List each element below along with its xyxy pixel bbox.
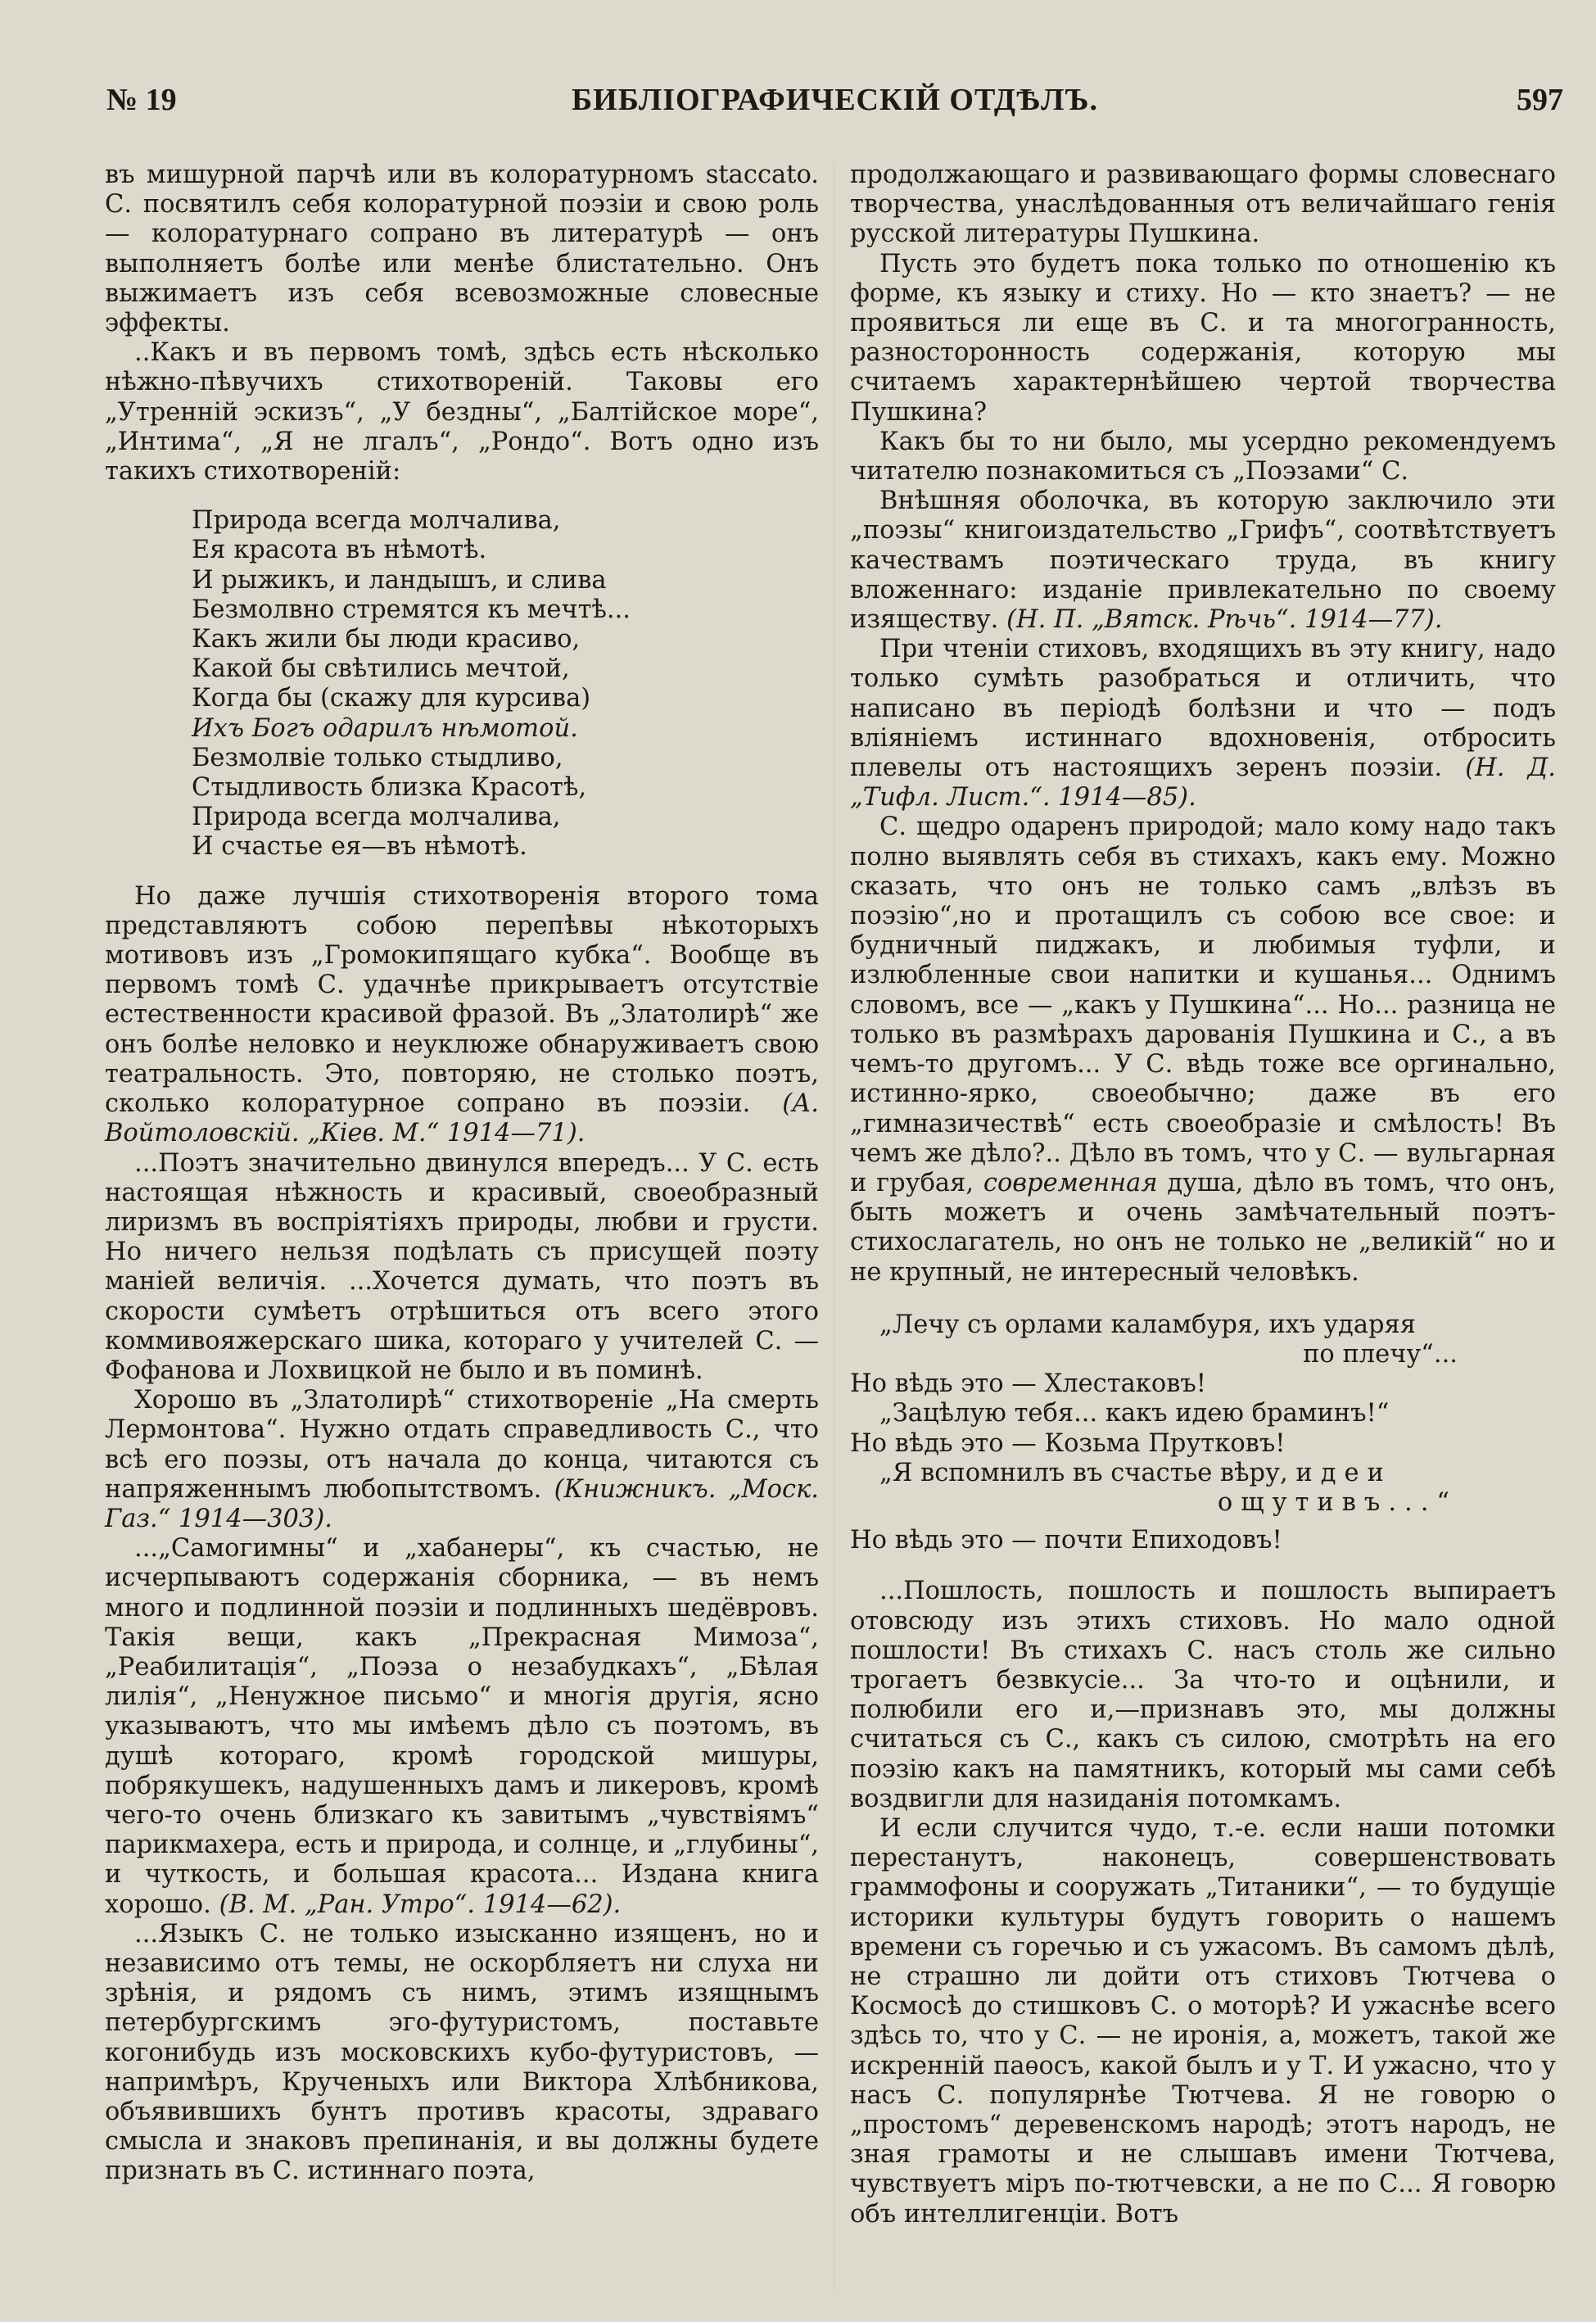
paragraph-text: душа, дѣло въ томъ, что онъ, быть можетъ и очень замѣчательный поэтъ-стихослагатель, но онъ не только не „великій“ но и не крупный, не интересный человѣкъ. [850,1168,1556,1287]
poem-line: Какой бы свѣтились мечтой, [192,654,570,684]
paragraph [850,635,1556,812]
paragraph-text: Но даже лучшія стихотворенія второго тома представляютъ собою перепѣвы нѣкоторыхъ мотивовъ изъ „Громокипящаго кубка“. Вообще въ первомъ томѣ С. удачнѣе прикрываетъ отсутствіе естественности красивой фразой. Въ „Златолирѣ“ же онъ болѣе неловко и неуклюже обнаруживаетъ свою театральность. Это, повторяю, не столько поэтъ, сколько колоратурное сопрано въ поэзіи. [105,881,819,1119]
quoted-verses [850,1310,1556,1556]
paragraph [105,1534,819,1920]
paragraph: ..Какъ и въ первомъ томѣ, здѣсь есть нѣсколько нѣжно-пѣвучихъ стихотвореній. Таковы его „Утренній эскизъ“, „У бездны“, „Балтійское море“, „Интима“, „Я не лгалъ“, „Рондо“. Вотъ одно изъ такихъ стихотвореній: [105,338,819,487]
poem-line: Но вѣдь это — Хлестаковъ! [850,1369,1207,1399]
poem-line [850,1459,1556,1488]
poem-line: „Зацѣлую тебя... какъ идею браминъ!“ [879,1399,1390,1428]
paragraph: Какъ бы то ни было, мы усердно рекомендуемъ читателю познакомиться съ „Поэзами“ С. [850,427,1556,487]
poem-line: Стыдливость близка Красотѣ, [192,773,587,803]
poem-line: И рыжикъ, и ландышъ, и слива [192,565,607,595]
paragraph: ...Поэтъ значительно двинулся впередъ... У С. есть настоящая нѣжность и красивый, своеобразный лиризмъ въ воспріятіяхъ природы, любви и грусти. Но ничего нельзя подѣлать съ присущей поэту маніей величія. ...Хочется думать, что поэтъ въ скорости сумѣетъ отрѣшиться отъ всего этого коммивояжерскаго шика, котораго у учителей С. — Фофанова и Лохвицкой не было и въ поминѣ. [105,1148,819,1385]
paragraph-text: С. щедро одаренъ природой; мало кому надо такъ полно выявлять себя въ стихахъ, какъ ему. Можно сказать, что онъ не только самъ „влѣзъ въ поэзію“,но и протащилъ съ собою все свое: и будничный пиджакъ, и любимыя туфли, и излюбленные свои напитки и кушанья... Однимъ словомъ, все — „какъ у Пушкина“... Но... разница не только въ размѣрахъ дарованія Пушкина и С., а въ чемъ-то другомъ... У С. вѣдь тоже все оргинально, истинно-ярко, своеобычно; даже въ его „гимназичествѣ“ есть своеобразіе и смѣлость! Въ чемъ же дѣло?.. Дѣло въ томъ, что у С. — вульгарная и грубая, [850,812,1556,1197]
paragraph [105,882,819,1149]
citation: (Н. П. „Вятск. Рѣчь“. 1914—77). [1006,605,1443,635]
paragraph: ...Пошлость, пошлость и пошлость выпираетъ отовсюду изъ этихъ стиховъ. Но мало одной пошлости! Въ стихахъ С. насъ столь же сильно трогаетъ безвкусіе... За что-то и оцѣнили, и полюбили его и,—признавъ это, мы должны считаться съ С., какъ съ силою, смотрѣть на его поэзію какъ на памятникъ, который мы сами себѣ воздвигли для назиданія потомкамъ. [850,1577,1556,1813]
poem-line: Ея красота въ нѣмотѣ. [192,536,487,565]
poem-line: И счастье ея—въ нѣмотѣ. [192,832,527,862]
citation: (Н. Д. „Тифл. Лист.“. 1914—85). [850,754,1556,812]
poem [192,506,819,862]
right-column [850,161,1556,2229]
poem-line: ощутивъ...“ [1217,1487,1458,1517]
paragraph-text: ...„Самогимны“ и „хабанеры“, къ счастью, не исчерпываютъ содержанія сборника, — въ немъ много и подлинной поэзіи и подлинныхъ шедёвровъ. Такія вещи, какъ „Прекрасная Мимоза“, „Реабилитація“, „Поэза о незабудкахъ“, „Бѣлая лилія“, „Ненужное письмо“ и многія другія, ясно указываютъ, что мы имѣемъ дѣло съ поэтомъ, въ душѣ котораго, кромѣ городской мишуры, побрякушекъ, надушенныхъ дамъ и ликеровъ, кромѣ чего-то очень близкаго къ завитымъ „чувствіямъ“ парикмахера, есть и природа, и солнце, и „глубины“, и чуткость, и большая красота... Издана книга хорошо. [105,1534,819,1919]
poem-line: Природа всегда молчалива, [192,803,561,832]
paragraph: ...Языкъ С. не только изысканно изященъ, но и независимо отъ темы, не оскорбляетъ ни слуха ни зрѣнія, и рядомъ съ нимъ, этимъ изящнымъ петербургскимъ эго-футуристомъ, поставьте когонибудь изъ московскихъ кубо-футуристовъ, — напримѣръ, Крученыхъ или Виктора Хлѣбникова, объявившихъ бунтъ противъ красоты, здраваго смысла и знаковъ препинанія, и вы должны будете признать въ С. истиннаго поэта, [105,1919,819,2186]
poem-line: Безмолвіе только стыдливо, [192,743,563,772]
paragraph [850,487,1556,635]
poem-line: Безмолвно стремятся къ мечтѣ... [192,595,631,624]
citation: (А. Войтоловскій. „Кіев. М.“ 1914—71). [105,1089,819,1148]
section-title: БИБЛІОГРАФИЧЕСКІЙ ОТДѢЛЪ. [572,83,1098,117]
paragraph: продолжающаго и развивающаго формы словеснаго творчества, унаслѣдованныя отъ величайшаго генія русской литературы Пушкина. [850,161,1556,249]
issue-number: № 19 [106,83,177,117]
emphasis: современная [983,1168,1158,1197]
poem-line: Но вѣдь это — Козьма Прутковъ! [850,1428,1286,1458]
poem-line: по плечу“... [1303,1339,1458,1369]
citation: (Книжникъ. „Моск. Газ.“ 1914—303). [105,1474,819,1533]
poem-line: Какъ жили бы люди красиво, [192,625,581,654]
poem-line: Природа всегда молчалива, [192,506,561,536]
paragraph-text: Внѣшняя оболочка, въ которую заключило эти „поэзы“ книгоиздательство „Грифъ“, соотвѣтствуетъ качествамъ поэтическаго труда, въ книгу вложеннаго: изданіе привлекательно по своему изяществу. [850,487,1556,635]
paragraph [850,812,1556,1287]
poem-line: „Лечу съ орлами каламбуря, ихъ ударяя [879,1310,1417,1339]
citation: (В. М. „Ран. Утро“. 1914—62). [219,1890,622,1919]
left-column [105,161,819,2187]
page-number: 597 [1517,83,1563,117]
paragraph: въ мишурной парчѣ или въ колоратурномъ staccato. С. посвятилъ себя колоратурной поэзіи и свою роль — колоратурнаго сопрано въ литературѣ — онъ выполняетъ болѣе или менѣе блистательно. Онъ выжимаетъ изъ себя всевозможные словесные эффекты. [105,161,819,338]
poem-line: Но вѣдь это — почти Епиходовъ! [850,1526,1282,1555]
running-header [106,82,1563,128]
paragraph: Пусть это будетъ пока только по отношенію къ форме, къ языку и стиху. Но — кто знаетъ? — не проявиться ли еще въ С. и та многогранность, разносторонность содержанія, которую мы считаемъ характернѣйшею чертой творчества Пушкина? [850,249,1556,427]
poem-line: Когда бы (скажу для курсива) [192,684,591,713]
paragraph-text: При чтеніи стиховъ, входящихъ въ эту книгу, надо только сумѣть разобраться и отличить, что написано въ періодѣ болѣзни и что — подъ вліяніемъ истиннаго вдохновенія, отбросить плевелы отъ настоящихъ зеренъ поэзіи. [850,635,1556,783]
poem-line: Ихъ Богъ одарилъ нѣмотой. [192,713,578,743]
paragraph [105,1386,819,1534]
paragraph-text: Хорошо въ „Златолирѣ“ стихотвореніе „На смерть Лермонтова“. Нужно отдать справедливость С., что всѣ его поэзы, отъ начала до конца, читаются съ напряженнымъ любопытствомъ. [105,1386,819,1504]
poem-fragment: идеи [1295,1458,1392,1487]
paragraph: И если случится чудо, т.-е. если наши потомки перестанутъ, наконецъ, совершенствовать граммофоны и сооружать „Титаники“, — то будущіе историки культуры будутъ говорить о нашемъ времени съ горечью и съ ужасомъ. Въ самомъ дѣлѣ, не страшно ли дойти отъ стиховъ Тютчева о Космосѣ до стишковъ С. о моторѣ? И ужаснѣе всего здѣсь то, что у С. — не иронія, а, можетъ, такой же искренній паѳосъ, какой былъ и у Т. И ужасно, что у насъ С. популярнѣе Тютчева. Я не говорю о „простомъ“ деревенскомъ народѣ; этотъ народъ, не зная грамоты и не слышавъ имени Тютчева, чувствуетъ міръ по-тютчевски, а не по С... Я говорю объ интеллигенціи. Вотъ [850,1813,1556,2229]
poem-fragment: „Я вспомнилъ въ счастье вѣру, [879,1458,1288,1487]
